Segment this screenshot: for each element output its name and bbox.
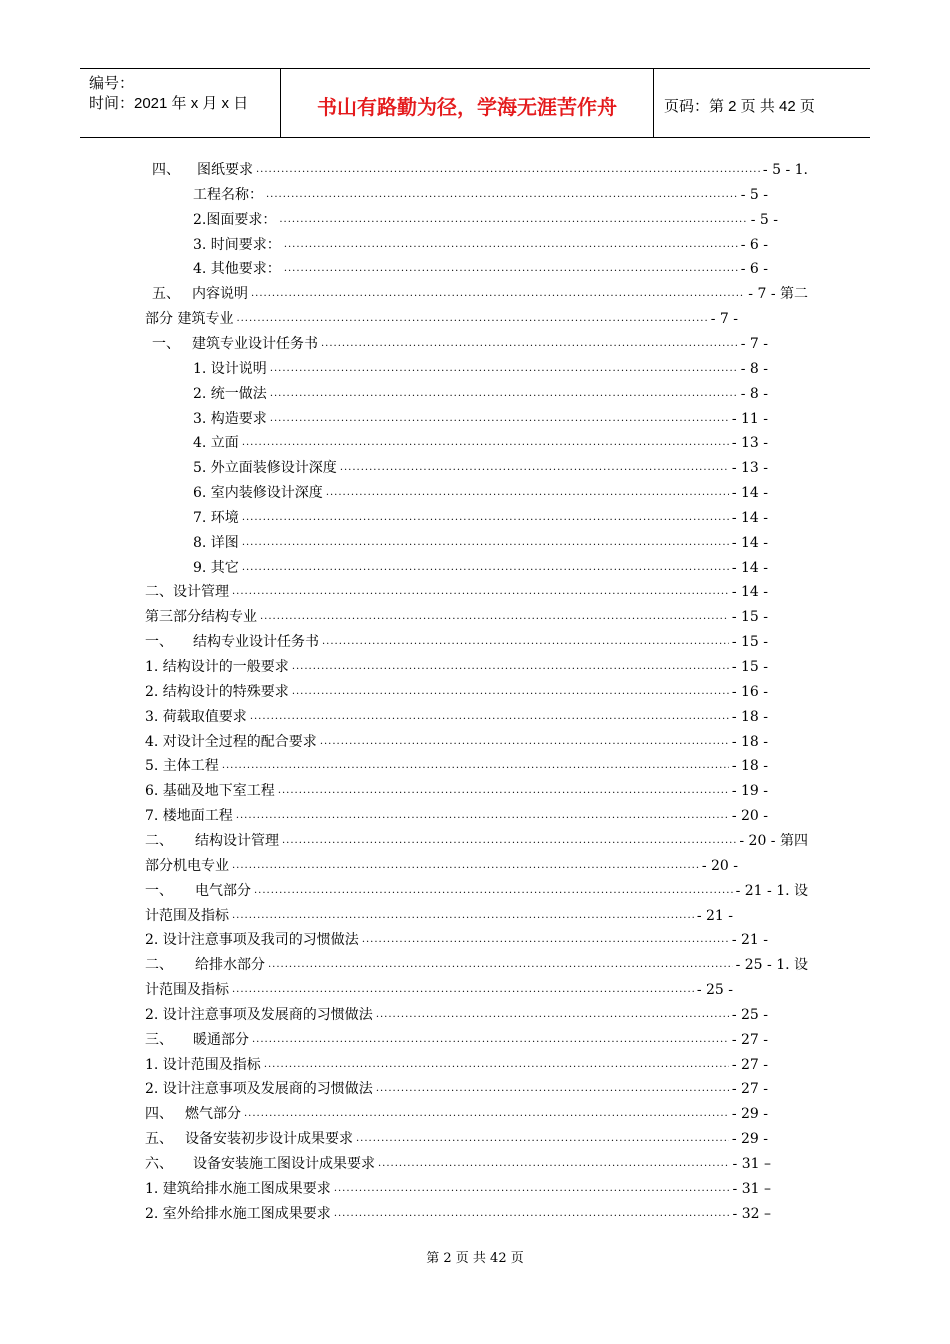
toc-dot-leader xyxy=(362,930,729,950)
toc-entry-text: 给排水部分 xyxy=(195,957,265,974)
toc-entry-title xyxy=(193,409,267,429)
toc-entry-text: 2. 设计注意事项及发展商的习惯做法 xyxy=(145,1081,373,1098)
toc-entry-title xyxy=(145,1079,373,1099)
toc-entry-title xyxy=(145,732,317,752)
toc-entry xyxy=(145,682,768,702)
toc-entry-page: - 5 - 1. xyxy=(762,162,808,178)
toc-entry-page: - 16 - xyxy=(731,683,768,700)
toc-entry xyxy=(145,632,768,652)
toc-entry xyxy=(193,210,778,230)
header-page-info: 页码：第 2 页 共 42 页 xyxy=(664,98,815,115)
toc-entry-title xyxy=(193,259,281,279)
toc-entry xyxy=(145,980,733,1000)
toc-entry-page: - 6 - xyxy=(740,236,768,253)
toc-dot-leader xyxy=(322,632,729,652)
toc-entry-title xyxy=(145,1204,331,1224)
toc-entry-page: - 13 - xyxy=(731,435,768,452)
toc-entry-page: - 7 - xyxy=(710,311,738,328)
toc-entry-text: 8. 详图 xyxy=(193,534,239,551)
toc-entry-page: - 7 - xyxy=(740,335,768,352)
toc-entry-title xyxy=(193,458,337,478)
toc-entry-page: - 32 – xyxy=(732,1205,771,1222)
toc-entry xyxy=(145,1005,768,1025)
toc-entry-title xyxy=(152,334,318,354)
toc-entry-page: - 25 - xyxy=(696,982,733,999)
toc-dot-leader xyxy=(378,1154,730,1174)
toc-entry xyxy=(145,1055,768,1075)
toc-entry-text: 设备安装初步设计成果要求 xyxy=(185,1131,353,1148)
header-page-cell xyxy=(654,69,870,137)
toc-dot-leader xyxy=(242,558,729,578)
toc-entry-title xyxy=(145,707,247,727)
toc-entry-title xyxy=(193,185,263,205)
toc-dot-leader xyxy=(376,1005,729,1025)
toc-entry-title xyxy=(145,856,229,876)
toc-entry-text: 2. 结构设计的特殊要求 xyxy=(145,683,289,700)
toc-dot-leader xyxy=(321,334,738,354)
toc-entry-title xyxy=(152,160,253,180)
toc-entry-text: 设备安装施工图设计成果要求 xyxy=(193,1156,375,1172)
toc-entry xyxy=(193,259,768,279)
toc-entry-number: 五、 xyxy=(145,1131,173,1148)
toc-dot-leader xyxy=(236,806,729,826)
toc-entry-text: 2. 统一做法 xyxy=(193,385,267,402)
toc-entry-text: 结构设计管理 xyxy=(195,832,279,849)
toc-dot-leader xyxy=(340,458,729,478)
toc-dot-leader xyxy=(252,1030,729,1050)
toc-entry-title xyxy=(145,980,229,1000)
toc-entry-text: 6. 基础及地下室工程 xyxy=(145,783,275,800)
toc-entry xyxy=(193,185,768,205)
toc-dot-leader xyxy=(334,1204,730,1224)
toc-entry-page: - 29 - xyxy=(731,1131,768,1148)
toc-entry-text: 结构专业设计任务书 xyxy=(193,634,319,651)
toc-entry-page: - 31 – xyxy=(732,1180,771,1197)
toc-entry-page: - 14 - xyxy=(731,509,768,526)
toc-dot-leader xyxy=(242,533,729,553)
toc-dot-leader xyxy=(256,160,760,180)
page-header xyxy=(80,68,870,138)
toc-entry-page: - 7 - 第二 xyxy=(748,286,808,303)
toc-dot-leader xyxy=(268,955,733,975)
toc-entry-text: 7. 楼地面工程 xyxy=(145,808,233,825)
toc-entry xyxy=(145,1154,771,1174)
toc-entry xyxy=(145,906,733,926)
toc-entry-title xyxy=(145,781,275,801)
toc-entry-text: 2. 室外给排水施工图成果要求 xyxy=(145,1205,331,1222)
toc-entry-title xyxy=(145,632,319,652)
header-meta-cell xyxy=(80,69,281,137)
toc-entry-page: - 18 - xyxy=(731,733,768,750)
toc-dot-leader xyxy=(250,707,729,727)
toc-entry xyxy=(193,533,768,553)
toc-entry-title xyxy=(193,558,239,578)
toc-entry-text: 1. 设计范围及指标 xyxy=(145,1056,261,1073)
toc-entry xyxy=(193,359,768,379)
toc-dot-leader xyxy=(242,433,729,453)
toc-dot-leader xyxy=(279,210,747,230)
toc-entry-title xyxy=(145,881,251,901)
toc-entry-text: 4. 其他要求： xyxy=(193,261,281,278)
header-motto-cell xyxy=(281,69,654,137)
toc-entry-page: - 27 - xyxy=(731,1081,768,1098)
toc-entry xyxy=(193,384,768,404)
toc-dot-leader xyxy=(284,259,738,279)
toc-dot-leader xyxy=(292,682,729,702)
toc-entry-number: 六、 xyxy=(145,1156,173,1172)
toc-entry-page: - 21 - 1. 设 xyxy=(735,882,808,899)
toc-entry xyxy=(193,409,768,429)
toc-entry xyxy=(145,1129,768,1149)
toc-entry-title xyxy=(145,1129,353,1149)
toc-dot-leader xyxy=(326,483,729,503)
toc-entry-title xyxy=(145,1154,375,1174)
toc-entry-page: - 31 – xyxy=(732,1156,771,1172)
toc-entry-title xyxy=(145,756,219,776)
toc-entry-page: - 21 - xyxy=(731,932,768,949)
toc-entry-text: 图纸要求 xyxy=(197,162,253,178)
toc-entry xyxy=(193,235,768,255)
toc-entry xyxy=(145,1204,771,1224)
toc-dot-leader xyxy=(284,235,738,255)
toc-entry-page: - 29 - xyxy=(731,1106,768,1123)
toc-dot-leader xyxy=(282,831,736,851)
toc-entry-title xyxy=(193,433,239,453)
toc-entry-text: 内容说明 xyxy=(192,286,248,303)
toc-entry-text: 1. 设计说明 xyxy=(193,360,267,377)
toc-entry-title xyxy=(145,682,289,702)
toc-dot-leader xyxy=(244,1104,729,1124)
toc-entry-text: 计范围及指标 xyxy=(145,907,229,924)
toc-entry-page: - 5 - xyxy=(750,211,778,228)
toc-entry xyxy=(145,955,808,975)
toc-entry-title xyxy=(145,831,279,851)
toc-entry-page: - 6 - xyxy=(740,261,768,278)
toc-entry-text: 5. 外立面装修设计深度 xyxy=(193,460,337,477)
toc-entry xyxy=(145,309,738,329)
toc-entry xyxy=(145,582,768,602)
toc-entry xyxy=(145,1030,768,1050)
toc-entry-text: 建筑专业设计任务书 xyxy=(192,335,318,352)
toc-entry xyxy=(145,1179,771,1199)
toc-entry-title xyxy=(193,483,323,503)
toc-dot-leader xyxy=(376,1079,729,1099)
toc-dot-leader xyxy=(278,781,729,801)
toc-entry-page: - 20 - 第四 xyxy=(739,832,808,849)
toc-entry-number: 一、 xyxy=(152,335,180,352)
toc-entry xyxy=(193,433,768,453)
toc-entry-text: 工程名称： xyxy=(193,186,263,203)
toc-entry-title xyxy=(145,1030,249,1050)
toc-dot-leader xyxy=(232,980,694,1000)
toc-dot-leader xyxy=(222,756,729,776)
toc-dot-leader xyxy=(232,906,694,926)
toc-dot-leader xyxy=(236,309,707,329)
toc-dot-leader xyxy=(264,1055,729,1075)
toc-entry-page: - 5 - xyxy=(740,186,768,203)
toc-entry xyxy=(152,160,808,180)
toc-entry-title xyxy=(145,806,233,826)
toc-entry-page: - 27 - xyxy=(731,1031,768,1048)
toc-entry-text: 暖通部分 xyxy=(193,1031,249,1048)
toc-entry-text: 1. 建筑给排水施工图成果要求 xyxy=(145,1180,331,1197)
toc-entry-title xyxy=(152,284,248,304)
toc-dot-leader xyxy=(251,284,745,304)
toc-entry-text: 3. 时间要求： xyxy=(193,236,281,253)
serial-label: 编号： xyxy=(89,75,135,92)
toc-dot-leader xyxy=(242,508,729,528)
toc-entry xyxy=(145,930,768,950)
toc-entry xyxy=(145,881,808,901)
toc-entry-page: - 21 - xyxy=(696,907,733,924)
toc-entry-text: 部分机电专业 xyxy=(145,857,229,874)
toc-entry-text: 2. 设计注意事项及我司的习惯做法 xyxy=(145,932,359,949)
toc-dot-leader xyxy=(270,384,738,404)
toc-entry xyxy=(145,707,768,727)
toc-entry-page: - 15 - xyxy=(731,634,768,651)
toc-entry xyxy=(145,831,808,851)
toc-entry-title xyxy=(145,1179,331,1199)
toc-entry-title xyxy=(193,508,239,528)
date-line: 时间：2021 年 x 月 x 日 xyxy=(89,95,249,112)
toc-entry xyxy=(152,334,768,354)
toc-entry xyxy=(193,508,768,528)
toc-entry-title xyxy=(193,359,267,379)
toc-entry-page: - 14 - xyxy=(731,534,768,551)
toc-entry xyxy=(193,483,768,503)
toc-entry-text: 2.图面要求： xyxy=(193,211,277,228)
toc-entry-number: 二、 xyxy=(145,832,173,849)
toc-entry-page: - 14 - xyxy=(731,559,768,576)
toc-entry-title xyxy=(145,1005,373,1025)
toc-entry-text: 6. 室内装修设计深度 xyxy=(193,485,323,502)
toc-entry xyxy=(145,607,768,627)
toc-entry-text: 7. 环境 xyxy=(193,509,239,526)
toc-entry-page: - 19 - xyxy=(731,783,768,800)
toc-dot-leader xyxy=(356,1129,729,1149)
toc-entry xyxy=(145,1104,768,1124)
toc-entry-text: 3. 构造要求 xyxy=(193,410,267,427)
toc-entry-text: 1. 结构设计的一般要求 xyxy=(145,659,289,675)
toc-entry xyxy=(145,732,768,752)
toc-dot-leader xyxy=(270,359,738,379)
toc-entry-page: - 25 - xyxy=(731,1006,768,1023)
toc-entry-title xyxy=(145,906,229,926)
toc-entry-title xyxy=(145,582,229,602)
toc-entry xyxy=(145,657,768,677)
toc-entry-page: - 8 - xyxy=(740,360,768,377)
toc-dot-leader xyxy=(270,409,729,429)
toc-entry-page: - 18 - xyxy=(731,708,768,725)
toc-entry-text: 5. 主体工程 xyxy=(145,758,219,775)
toc-entry-text: 部分 建筑专业 xyxy=(145,311,234,328)
toc-entry xyxy=(145,756,768,776)
toc-dot-leader xyxy=(232,856,699,876)
toc-entry xyxy=(145,781,768,801)
page-footer: 第 2 页 共 42 页 xyxy=(426,1251,524,1266)
toc-entry-page: - 25 - 1. 设 xyxy=(735,957,808,974)
header-motto: 书山有路勤为径，学海无涯苦作舟 xyxy=(317,95,617,119)
toc-entry-page: - 27 - xyxy=(731,1056,768,1073)
toc-entry-title xyxy=(145,1055,261,1075)
toc-entry-page: - 18 - xyxy=(731,758,768,775)
toc-entry-page: - 8 - xyxy=(740,385,768,402)
toc-dot-leader xyxy=(254,881,733,901)
toc-entry-text: 2. 设计注意事项及发展商的习惯做法 xyxy=(145,1006,373,1023)
toc-entry xyxy=(193,458,768,478)
toc-entry-page: - 11 - xyxy=(731,410,768,427)
toc-entry-title xyxy=(145,930,359,950)
toc-entry-text: 二、设计管理 xyxy=(145,584,229,601)
toc-entry xyxy=(145,856,738,876)
toc-entry-page: - 20 - xyxy=(701,857,738,874)
toc-dot-leader xyxy=(334,1179,730,1199)
toc-entry-number: 一、 xyxy=(145,634,173,651)
toc-entry-page: - 20 - xyxy=(731,808,768,825)
toc-entry-number: 四、 xyxy=(145,1106,173,1123)
toc-entry-title xyxy=(145,955,265,975)
toc-entry-text: 计范围及指标 xyxy=(145,982,229,999)
toc-dot-leader xyxy=(232,582,729,602)
toc-entry-page: - 13 - xyxy=(731,460,768,477)
toc-entry-title xyxy=(193,533,239,553)
toc-entry-number: 一、 xyxy=(145,882,173,899)
toc-entry xyxy=(193,558,768,578)
toc-dot-leader xyxy=(292,657,729,677)
toc-entry-text: 9. 其它 xyxy=(193,559,239,576)
toc-entry-text: 第三部分结构专业 xyxy=(145,609,257,626)
toc-entry xyxy=(145,1079,768,1099)
toc-entry xyxy=(152,284,808,304)
toc-dot-leader xyxy=(260,607,729,627)
toc-entry xyxy=(145,806,768,826)
toc-entry-title xyxy=(193,384,267,404)
toc-entry-title xyxy=(193,210,276,230)
toc-entry-text: 3. 荷载取值要求 xyxy=(145,708,247,725)
toc-entry-number: 五、 xyxy=(152,286,180,303)
toc-dot-leader xyxy=(266,185,738,205)
toc-entry-text: 燃气部分 xyxy=(185,1106,241,1123)
toc-entry-number: 四、 xyxy=(152,162,180,178)
toc-entry-page: - 14 - xyxy=(731,584,768,601)
toc-entry-title xyxy=(145,1104,241,1124)
toc-dot-leader xyxy=(320,732,729,752)
toc-entry-text: 4. 立面 xyxy=(193,435,239,452)
toc-entry-page: - 15 - xyxy=(731,659,768,675)
toc-entry-title xyxy=(145,309,233,329)
toc-entry-title xyxy=(145,657,289,677)
toc-entry-title xyxy=(193,235,281,255)
toc-entry-title xyxy=(145,607,257,627)
toc-entry-number: 二、 xyxy=(145,957,173,974)
toc-entry-number: 三、 xyxy=(145,1031,173,1048)
toc-entry-text: 电气部分 xyxy=(195,882,251,899)
toc-entry-page: - 14 - xyxy=(731,485,768,502)
toc-entry-text: 4. 对设计全过程的配合要求 xyxy=(145,733,317,750)
toc-entry-page: - 15 - xyxy=(731,609,768,626)
